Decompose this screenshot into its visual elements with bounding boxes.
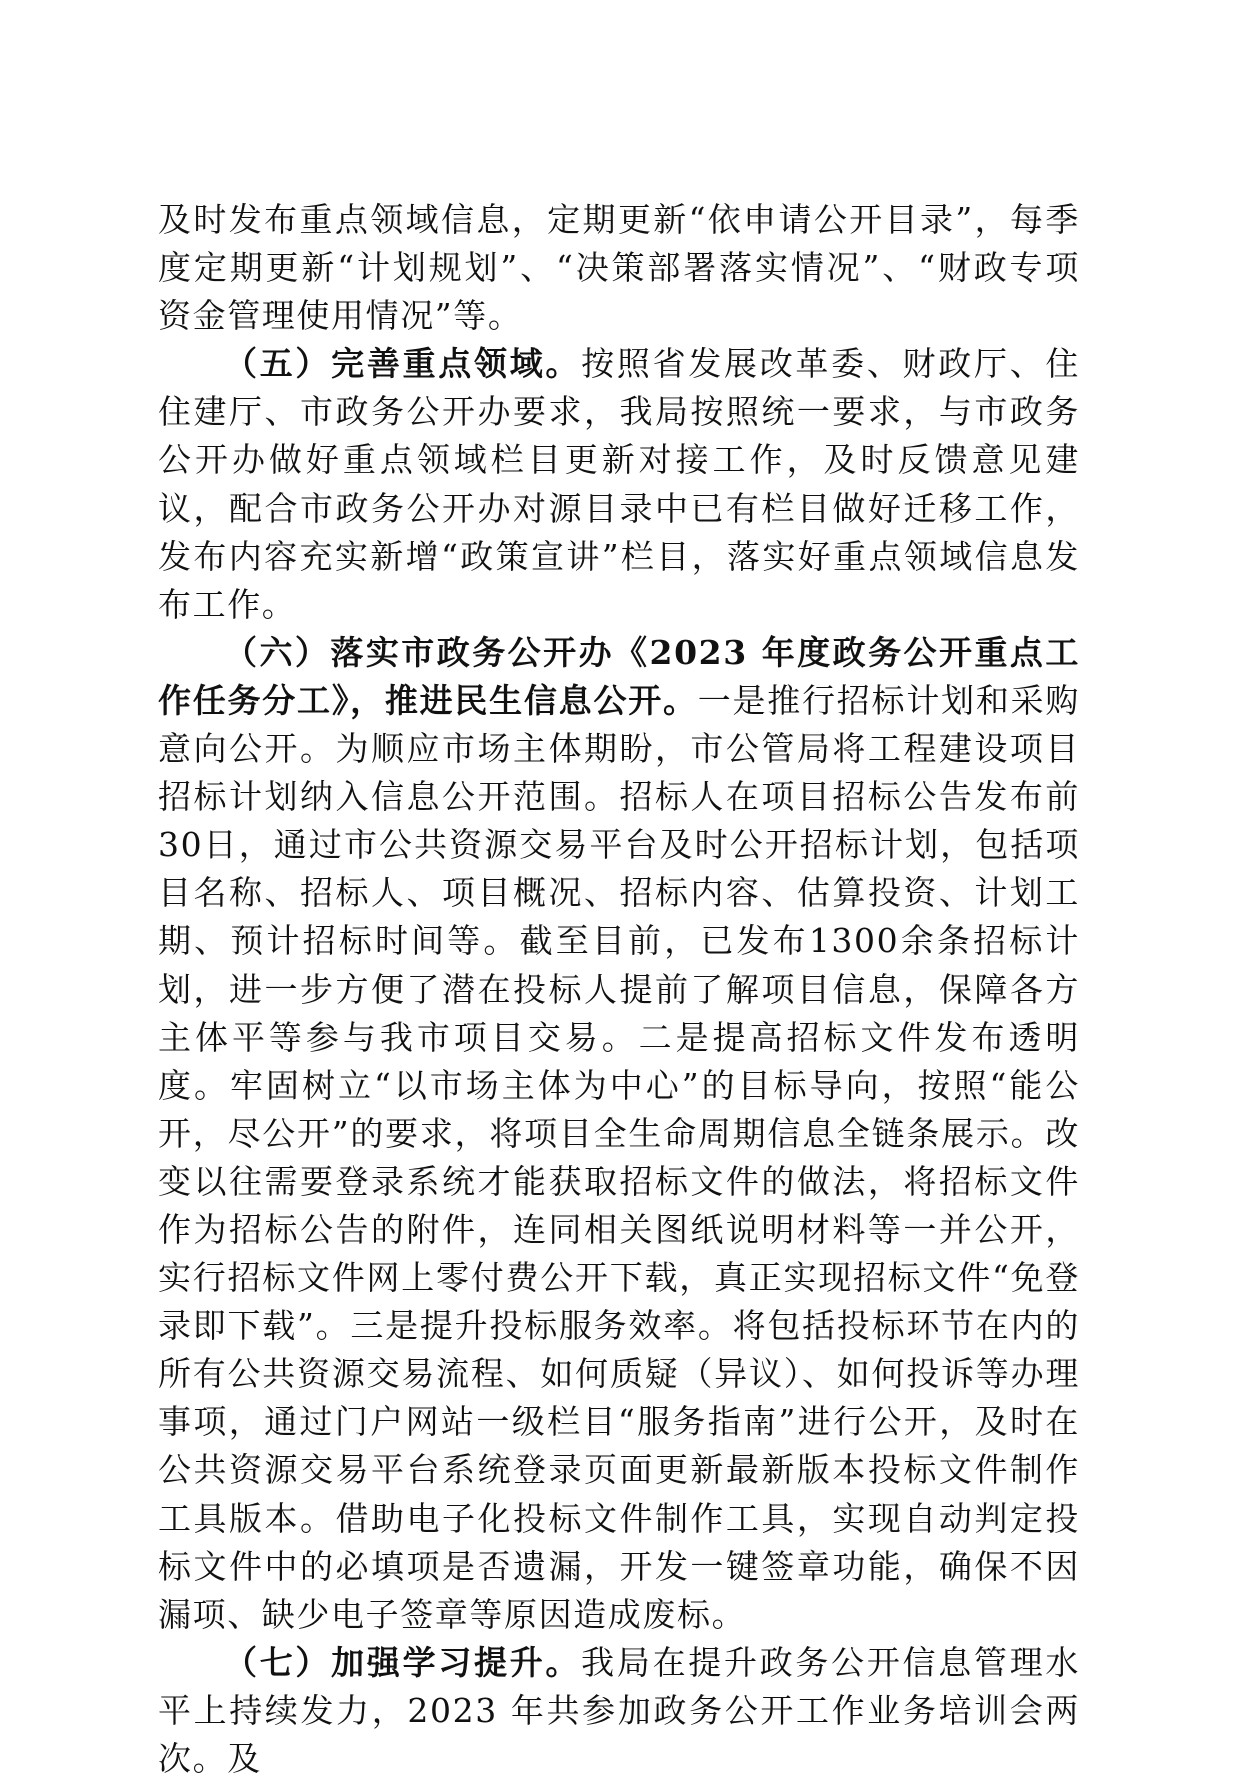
section-5-heading: （五）完善重点领域。 [224, 344, 582, 384]
section-6-heading: （六）落实市政务公开办《2023 年度政务公开重点工作任务分工》，推进民生信息公开。 [158, 632, 1080, 720]
paragraph-section-6 [158, 629, 1080, 1639]
section-7-text: 我局在提升政务公开信息管理水平上持续发力，2023 年共参加政务公开工作业务培训会两次。及 [158, 1642, 1081, 1778]
section-6-text: 一是推行招标计划和采购意向公开。为顺应市场主体期盼，市公管局将工程建设项目招标计划纳入信息公开范围。招标人在项目招标公告发布前30日，通过市公共资源交易平台及时公开招标计划，包括项目名称、招标人、项目概况、招标内容、估算投资、计划工期、预计招标时间等。截至目前，已发布1300余条招标计划，进一步方便了潜在投标人提前了解项目信息，保障各方主体平等参与我市项目交易。二是提高招标文件发布透明度。牢固树立“以市场主体为中心”的目标导向，按照“能公开，尽公开”的要求，将项目全生命周期信息全链条展示。改变以往需要登录系统才能获取招标文件的做法，将招标文件作为招标公告的附件，连同相关图纸说明材料等一并公开，实行招标文件网上零付费公开下载，真正实现招标文件“免登录即下载”。三是提升投标服务效率。将包括投标环节在内的所有公共资源交易流程、如何质疑（异议）、如何投诉等办理事项，通过门户网站一级栏目“服务指南”进行公开，及时在公共资源交易平台系统登录页面更新最新版本投标文件制作工具版本。借助电子化投标文件制作工具，实现自动判定投标文件中的必填项是否遗漏，开发一键签章功能，确保不因漏项、缺少电子签章等原因造成废标。 [158, 680, 1080, 1634]
paragraph-text: 及时发布重点领域信息，定期更新“依申请公开目录”，每季度定期更新“计划规划”、“决策部署落实情况”、“财政专项资金管理使用情况”等。 [158, 200, 1080, 336]
section-5-text: 按照省发展改革委、财政厅、住住建厅、市政务公开办要求，我局按照统一要求，与市政务公开办做好重点领域栏目更新对接工作，及时反馈意见建议，配合市政务公开办对源目录中已有栏目做好迁移工作，发布内容充实新增“政策宣讲”栏目，落实好重点领域信息发布工作。 [158, 344, 1081, 624]
paragraph-continued [158, 196, 1080, 340]
paragraph-section-7 [158, 1639, 1080, 1783]
section-7-heading: （七）加强学习提升。 [224, 1642, 582, 1682]
paragraph-section-5 [158, 340, 1080, 629]
document-body [158, 196, 1080, 1783]
